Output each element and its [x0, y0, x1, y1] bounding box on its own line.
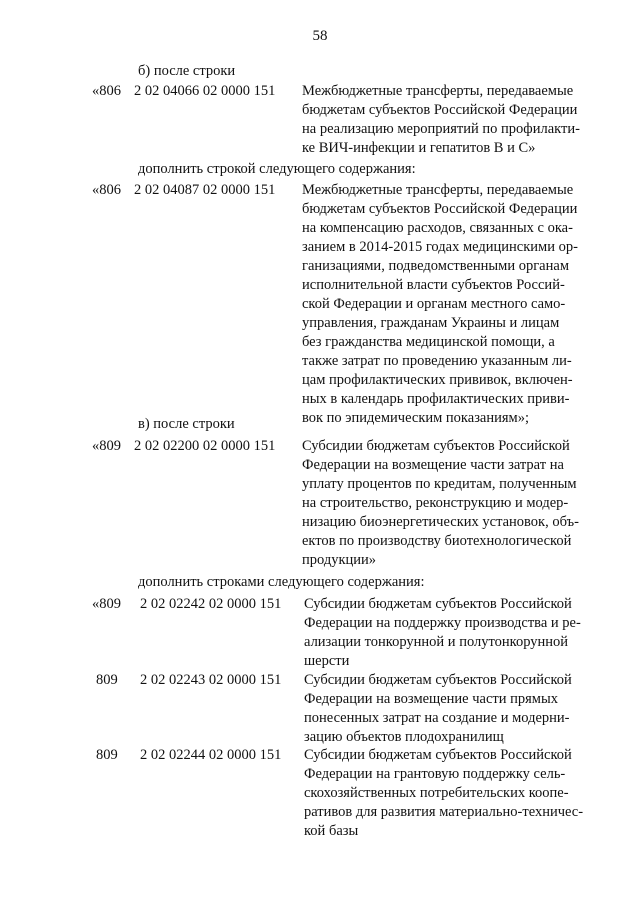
description-line: Межбюджетные трансферты, передаваемые — [302, 83, 574, 99]
instruction-add-rows: дополнить строками следующего содержания: — [138, 574, 425, 590]
row-description — [304, 595, 594, 671]
description-line: вок по эпидемическим показаниям»; — [302, 410, 530, 426]
description-line: Федерации на поддержку производства и ре- — [304, 615, 581, 631]
description-line: понесенных затрат на создание и модерни- — [304, 710, 570, 726]
description-line: бюджетам субъектов Российской Федерации — [302, 102, 578, 118]
description-line: ализации тонкорунной и полутонкорунной — [304, 634, 569, 650]
description-line: ской Федерации и органам местного само- — [302, 296, 566, 312]
description-line: Субсидии бюджетам субъектов Российской — [304, 672, 572, 688]
classification-code: 2 02 04066 02 0000 151 — [134, 83, 276, 99]
description-line: ганизациями, подведомственными органам — [302, 258, 569, 274]
description-line: Субсидии бюджетам субъектов Российской — [304, 596, 572, 612]
description-line: на строительство, реконструкцию и модер- — [302, 495, 569, 511]
admin-code: «806 — [92, 83, 121, 99]
description-line: также затрат по проведению указанным ли- — [302, 353, 572, 369]
classification-code: 2 02 02200 02 0000 151 — [134, 438, 276, 454]
row-description — [302, 82, 594, 158]
description-line: Федерации на возмещение части прямых — [304, 691, 558, 707]
admin-code: 809 — [96, 747, 118, 763]
admin-code: 809 — [96, 672, 118, 688]
description-line: кой базы — [304, 823, 359, 839]
description-line: скохозяйственных потребительских коопе- — [304, 785, 569, 801]
instruction-add-row: дополнить строкой следующего содержания: — [138, 161, 416, 177]
row-description — [302, 181, 594, 428]
description-line: Субсидии бюджетам субъектов Российской — [302, 438, 570, 454]
classification-code: 2 02 04087 02 0000 151 — [134, 182, 276, 198]
row-description — [304, 671, 594, 747]
description-line: ративов для развития материально-техничес- — [304, 804, 584, 820]
description-line: уплату процентов по кредитам, полученным — [302, 476, 577, 492]
description-line: Федерации на возмещение части затрат на — [302, 457, 564, 473]
description-line: управления, гражданам Украины и лицам — [302, 315, 560, 331]
description-line: без гражданства медицинской помощи, а — [302, 334, 555, 350]
description-line: низацию биоэнергетических установок, объ- — [302, 514, 579, 530]
description-line: продукции» — [302, 552, 377, 568]
admin-code: «809 — [92, 596, 121, 612]
classification-code: 2 02 02242 02 0000 151 — [140, 596, 282, 612]
description-line: шерсти — [304, 653, 350, 669]
admin-code: «806 — [92, 182, 121, 198]
description-line: ектов по производству биотехнологической — [302, 533, 572, 549]
instruction-after-row-v: в) после строки — [138, 416, 235, 432]
description-line: ке ВИЧ-инфекции и гепатитов В и С» — [302, 140, 536, 156]
classification-code: 2 02 02243 02 0000 151 — [140, 672, 282, 688]
description-line: зацию объектов плодохранилищ — [304, 729, 504, 745]
row-description — [302, 437, 594, 570]
description-line: Федерации на грантовую поддержку сель- — [304, 766, 566, 782]
admin-code: «809 — [92, 438, 121, 454]
description-line: Субсидии бюджетам субъектов Российской — [304, 747, 572, 763]
description-line: бюджетам субъектов Российской Федерации — [302, 201, 578, 217]
row-description — [304, 746, 594, 841]
description-line: занием в 2014-2015 годах медицинскими ор- — [302, 239, 578, 255]
description-line: цам профилактических прививок, включен- — [302, 372, 573, 388]
instruction-after-row-b: б) после строки — [138, 63, 236, 79]
description-line: на компенсацию расходов, связанных с ока- — [302, 220, 573, 236]
description-line: на реализацию мероприятий по профилакти- — [302, 121, 580, 137]
description-line: Межбюджетные трансферты, передаваемые — [302, 182, 574, 198]
page-number: 58 — [312, 28, 328, 44]
description-line: ных в календарь профилактических приви- — [302, 391, 570, 407]
description-line: исполнительной власти субъектов Россий- — [302, 277, 565, 293]
classification-code: 2 02 02244 02 0000 151 — [140, 747, 282, 763]
